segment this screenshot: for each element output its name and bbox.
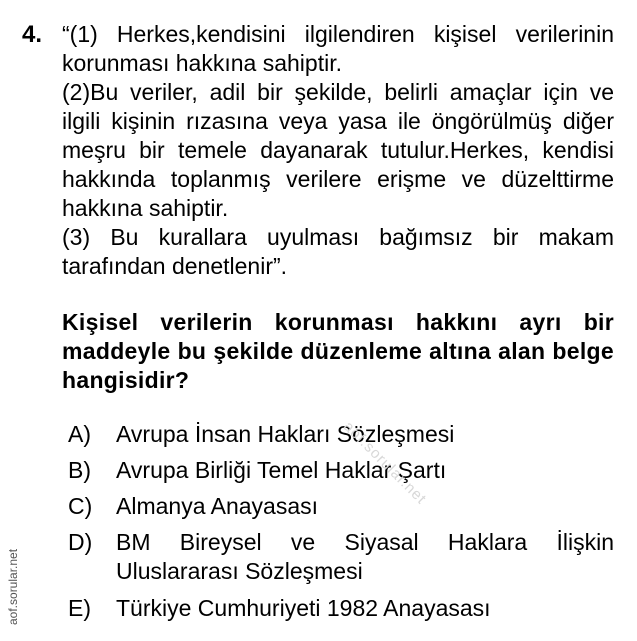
option-b[interactable]: [68, 456, 614, 485]
passage-paragraph-2: (2)Bu veriler, adil bir şekilde, belirli amaçlar için ve ilgili kişinin rızasına veya yasa ile öngörülmüş diğer meşru bir temele dayanarak tutulur.Herkes, kendisi hakkında toplanmış verilere erişme ve düzelttirme hakkına sahiptir.: [62, 79, 614, 221]
passage-paragraph-1: “(1) Herkes,kendisini ilgilendiren kişisel verilerinin korunması hakkına sahiptir.: [62, 21, 614, 76]
option-c[interactable]: [68, 492, 614, 521]
option-a[interactable]: [68, 420, 614, 449]
option-e[interactable]: [68, 594, 614, 623]
option-text: Türkiye Cumhuriyeti 1982 Anayasası: [116, 595, 491, 621]
option-text: Avrupa İnsan Hakları Sözleşmesi: [116, 421, 455, 447]
option-text: BM Bireysel ve Siyasal Haklara İlişkin Uluslararası Sözleşmesi: [116, 529, 614, 584]
passage-paragraph-3: (3) Bu kurallara uyulması bağımsız bir makam tarafından denetlenir”.: [62, 224, 614, 279]
option-text: Almanya Anayasası: [116, 493, 319, 519]
option-text: Avrupa Birliği Temel Haklar Şartı: [116, 457, 447, 483]
watermark-side: aof.sorular.net: [6, 548, 20, 625]
watermark-diagonal: aof.sorular.net: [339, 418, 430, 508]
option-letter: C): [68, 493, 93, 519]
option-letter: A): [68, 421, 91, 447]
option-d[interactable]: [68, 528, 614, 586]
option-letter: D): [68, 529, 93, 555]
answer-options: [68, 420, 614, 630]
question-prompt: Kişisel verilerin korunması hakkını ayrı bir maddeyle bu şekilde düzenleme altına alan belge hangisidir?: [62, 309, 614, 393]
question-number: 4.: [22, 21, 43, 48]
question-passage: [62, 20, 614, 281]
option-letter: B): [68, 457, 91, 483]
option-letter: E): [68, 595, 91, 621]
